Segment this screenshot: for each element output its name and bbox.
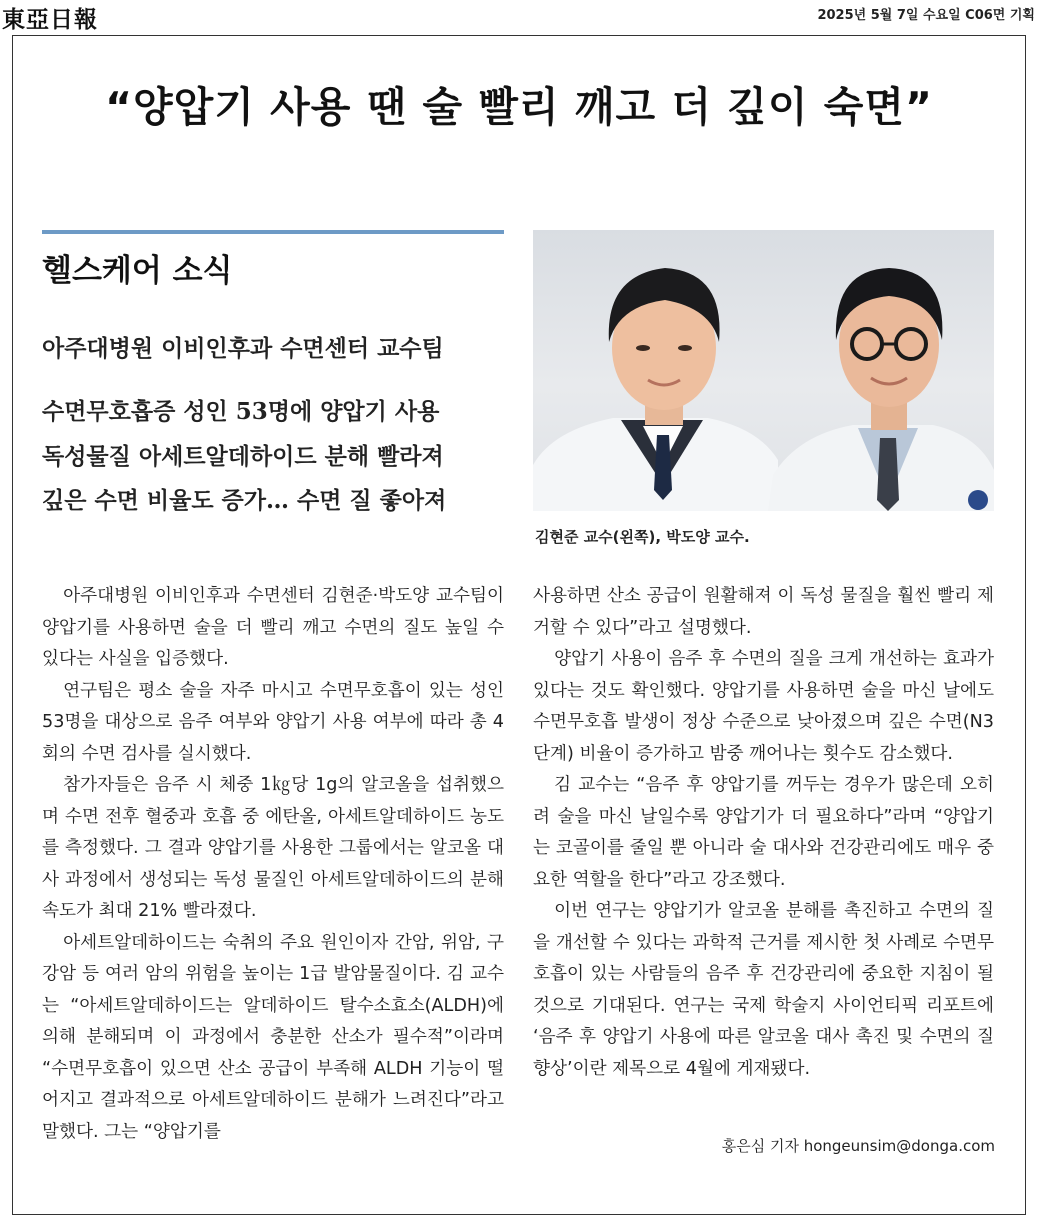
professors-photo [533, 230, 994, 511]
newspaper-logo: 東亞日報 [2, 6, 98, 33]
photo-caption: 김현준 교수(왼쪽), 박도양 교수. [535, 528, 750, 546]
reporter-byline: 홍은심 기자 hongeunsim@donga.com [721, 1137, 995, 1155]
subhead-1: 아주대병원 이비인후과 수면센터 교수팀 [42, 335, 444, 362]
subhead-3: 독성물질 아세트알데하이드 분해 빨라져 [42, 443, 444, 470]
subhead-4: 깊은 수면 비율도 증가… 수면 질 좋아져 [42, 487, 447, 514]
body-paragraph: 참가자들은 음주 시 체중 1㎏당 1g의 알코올을 섭취했으며 수면 전후 혈중과 호흡 중 에탄올, 아세트알데하이드 농도를 측정했다. 그 결과 양압기를 사용한 그룹에서는 알코올 대사 과정에서 생성되는 독성 물질인 아세트알데하이드의 분해 속도가 최대 21% 빨라졌다. [42, 775, 504, 921]
section-title: 헬스케어 소식 [42, 253, 233, 289]
section-rule [42, 230, 504, 234]
professors-illustration [533, 230, 994, 511]
body-paragraph: 양압기 사용이 음주 후 수면의 질을 크게 개선하는 효과가 있다는 것도 확인했다. 양압기를 사용하면 술을 마신 날에도 수면무호흡 발생이 정상 수준으로 낮아졌으며 깊은 수면(N3 단계) 비율이 증가하고 밤중 깨어나는 횟수도 감소했다. [533, 649, 994, 764]
body-paragraph: 연구팀은 평소 술을 자주 마시고 수면무호흡이 있는 성인 53명을 대상으로 음주 여부와 양압기 사용 여부에 따라 총 4회의 수면 검사를 실시했다. [42, 680, 504, 764]
subhead-2: 수면무호흡증 성인 53명에 양압기 사용 [42, 398, 440, 425]
body-column-right [533, 581, 994, 1085]
body-paragraph: 아주대병원 이비인후과 수면센터 김현준·박도양 교수팀이 양압기를 사용하면 술을 더 빨리 깨고 수면의 질도 높일 수 있다는 사실을 입증했다. [42, 586, 504, 669]
issue-date-line: 2025년 5월 7일 수요일 C06면 기획 [817, 8, 1035, 23]
body-paragraph: 아세트알데하이드는 숙취의 주요 원인이자 간암, 위암, 구강암 등 여러 암의 위험을 높이는 1급 발암물질이다. 김 교수는 “아세트알데하이드는 알데하이드 탈수소효소(ALDH)에 의해 분해되며 이 과정에서 충분한 산소가 필수적”이라며 “수면무호흡이 있으면 산소 공급이 부족해 ALDH 기능이 떨어지고 결과적으로 아세트알데하이드 분해가 느려진다”라고 말했다. 그는 “양압기를 [42, 932, 504, 1142]
body-column-left [42, 581, 504, 1148]
body-paragraph: 이번 연구는 양압기가 알코올 분해를 촉진하고 수면의 질을 개선할 수 있다는 과학적 근거를 제시한 첫 사례로 수면무호흡이 있는 사람들의 음주 후 건강관리에 중요한 지침이 될 것으로 기대된다. 연구는 국제 학술지 사이언티픽 리포트에 ‘음주 후 양압기 사용에 따른 알코올 대사 촉진 및 수면의 질 향상’이란 제목으로 4월에 게재됐다. [533, 901, 994, 1079]
body-paragraph: 김 교수는 “음주 후 양압기를 꺼두는 경우가 많은데 오히려 술을 마신 날일수록 양압기가 더 필요하다”라며 “양압기는 코골이를 줄일 뿐 아니라 술 대사와 건강관리에도 매우 중요한 역할을 한다”라고 강조했다. [533, 775, 994, 890]
masthead [0, 0, 1041, 34]
headline: “양압기 사용 땐 술 빨리 깨고 더 깊이 숙면” [105, 83, 933, 131]
body-paragraph-continued: 사용하면 산소 공급이 원활해져 이 독성 물질을 훨씬 빨리 제거할 수 있다”라고 설명했다. [533, 586, 994, 638]
